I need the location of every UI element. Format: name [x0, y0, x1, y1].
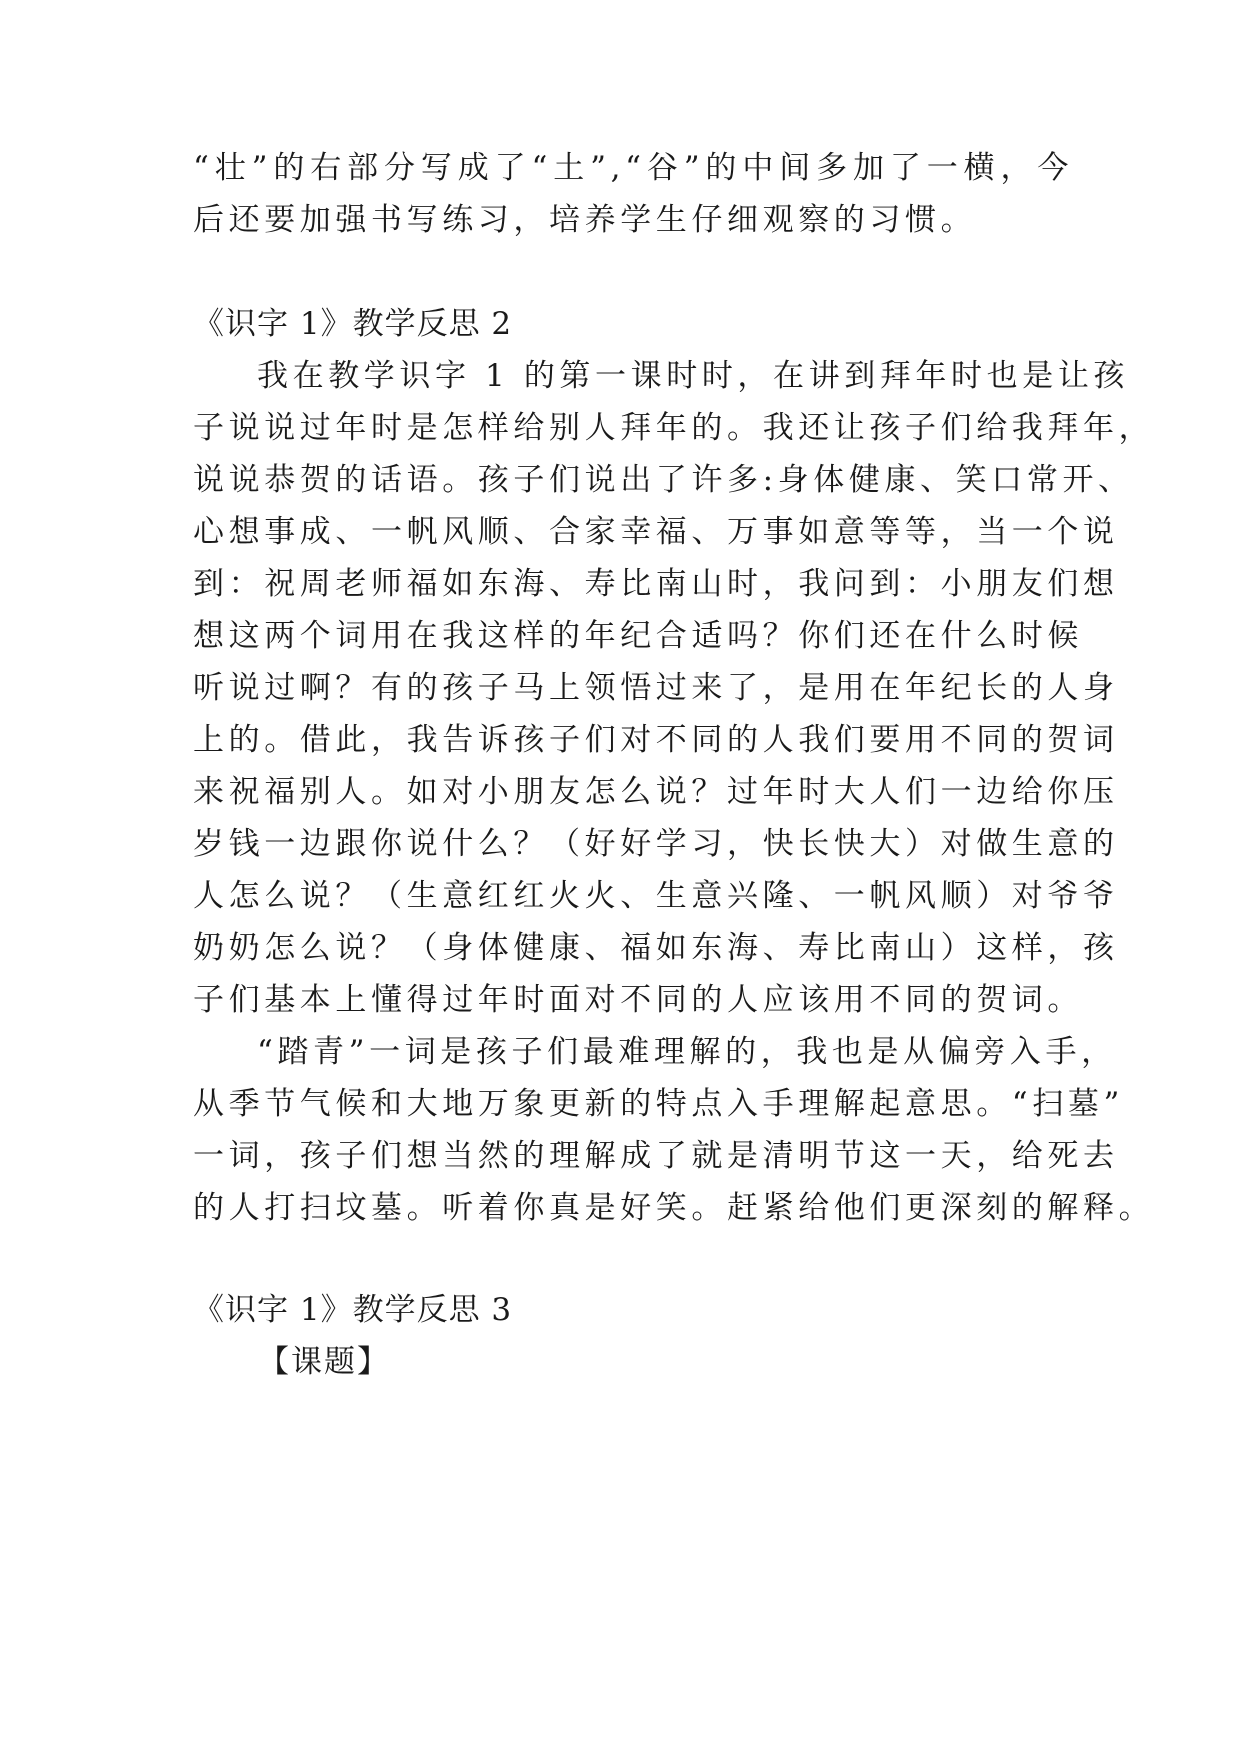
paragraph-line: 想这两个词用在我这样的年纪合适吗？你们还在什么时候	[193, 618, 1083, 654]
paragraph-line: 上的。借此，我告诉孩子们对不同的人我们要用不同的贺词	[193, 722, 1119, 758]
section-title: 《识字 1》教学反思 3	[193, 1292, 513, 1328]
paragraph-line: “踏青”一词是孩子们最难理解的，我也是从偏旁入手，	[257, 1034, 1117, 1070]
paragraph-line: 奶奶怎么说？（身体健康、福如东海、寿比南山）这样，孩	[193, 930, 1119, 966]
section-subheading: 【课题】	[258, 1344, 390, 1380]
paragraph-line: 说说恭贺的话语。孩子们说出了许多:身体健康、笑口常开、	[193, 462, 1134, 498]
section-title: 《识字 1》教学反思 2	[193, 306, 513, 342]
paragraph-line: “壮”的右部分写成了“土”,“谷”的中间多加了一横，今	[193, 150, 1073, 186]
paragraph-line: 从季节气候和大地万象更新的特点入手理解起意思。“扫墓”	[193, 1086, 1124, 1122]
paragraph-line: 来祝福别人。如对小朋友怎么说？过年时大人们一边给你压	[193, 774, 1119, 810]
paragraph-line: 的人打扫坟墓。听着你真是好笑。赶紧给他们更深刻的解释。	[193, 1190, 1155, 1226]
paragraph-line: 一词，孩子们想当然的理解成了就是清明节这一天，给死去	[193, 1138, 1119, 1174]
paragraph-line: 后还要加强书写练习，培养学生仔细观察的习惯。	[193, 202, 977, 238]
paragraph-line: 人怎么说？（生意红红火火、生意兴隆、一帆风顺）对爷爷	[193, 878, 1119, 914]
paragraph-line: 心想事成、一帆风顺、合家幸福、万事如意等等，当一个说	[193, 514, 1119, 550]
paragraph-line: 我在教学识字 1 的第一课时时，在讲到拜年时也是让孩	[257, 358, 1130, 394]
paragraph-line: 子说说过年时是怎样给别人拜年的。我还让孩子们给我拜年，	[193, 410, 1155, 446]
paragraph-line: 听说过啊？有的孩子马上领悟过来了，是用在年纪长的人身	[193, 670, 1119, 706]
paragraph-line: 到：祝周老师福如东海、寿比南山时，我问到：小朋友们想	[193, 566, 1119, 602]
paragraph-line: 岁钱一边跟你说什么？（好好学习，快长快大）对做生意的	[193, 826, 1119, 862]
paragraph-line: 子们基本上懂得过年时面对不同的人应该用不同的贺词。	[193, 982, 1083, 1018]
